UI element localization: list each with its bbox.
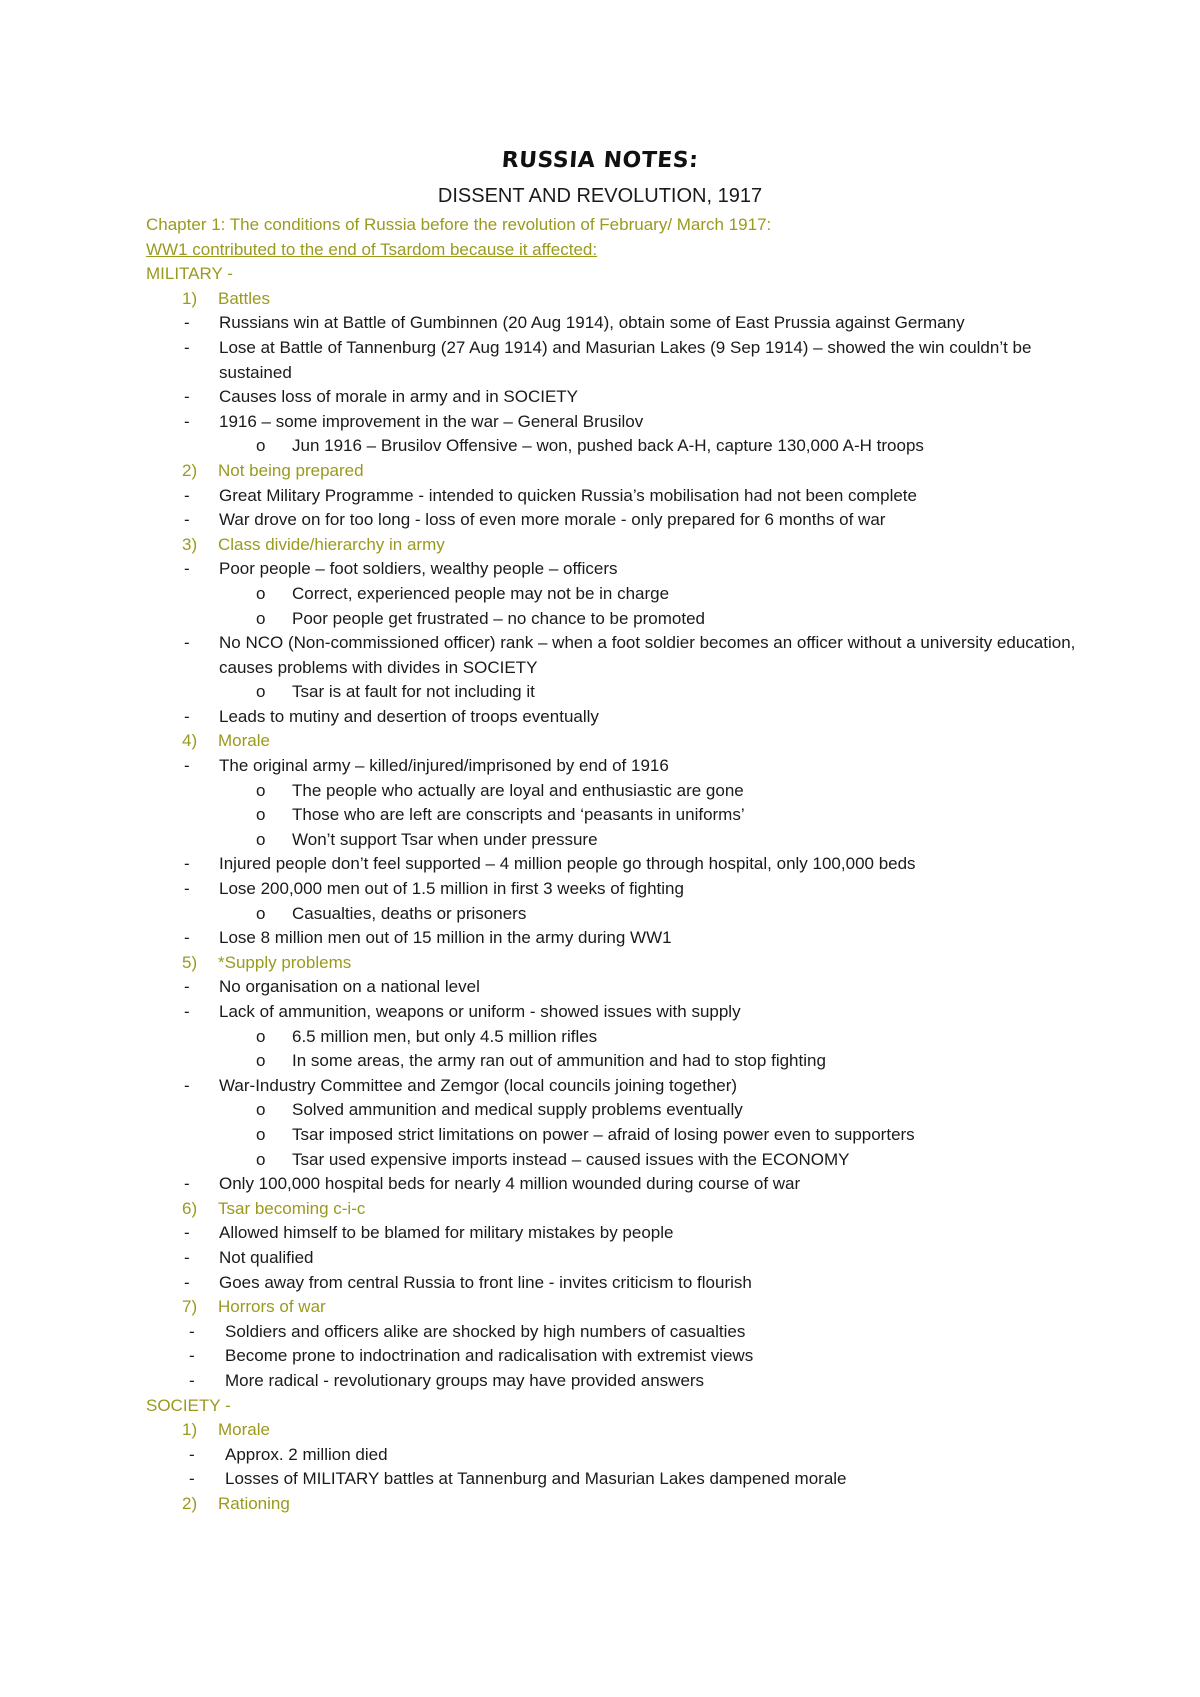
bullet-item xyxy=(146,926,1086,951)
bullet-item xyxy=(146,508,1086,533)
list-text: More radical - revolutionary groups may have provided answers xyxy=(225,1370,705,1390)
list-marker: - xyxy=(184,559,190,579)
bullet-item xyxy=(146,754,1086,779)
list-marker: - xyxy=(184,1272,190,1292)
list-text: In some areas, the army ran out of ammunition and had to stop fighting xyxy=(292,1051,826,1071)
list-marker: 7) xyxy=(182,1297,198,1317)
bullet-item xyxy=(146,1344,1086,1369)
list-text: Approx. 2 million died xyxy=(225,1444,388,1464)
list-marker: 3) xyxy=(182,534,198,554)
sub-bullet-item xyxy=(146,779,1086,804)
list-marker: - xyxy=(184,1002,190,1021)
section-heading: MILITARY - xyxy=(146,264,233,284)
sub-bullet-item xyxy=(146,1123,1086,1148)
list-marker: 5) xyxy=(182,952,198,972)
bullet-item xyxy=(146,1467,1086,1492)
list-marker: 1) xyxy=(182,1420,198,1440)
list-text: No NCO (Non-commissioned officer) rank – when a foot soldier becomes an officer without a university education, causes problems with divides in SOCIETY xyxy=(219,633,1076,677)
list-text: Casualties, deaths or prisoners xyxy=(292,903,527,923)
page-title: RUSSIA NOTES: xyxy=(500,148,700,173)
sub-bullet-item xyxy=(146,680,1086,705)
list-marker: o xyxy=(256,805,266,825)
bullet-item xyxy=(146,1271,1086,1296)
sub-bullet-item xyxy=(146,582,1086,607)
bullet-item xyxy=(146,385,1086,410)
list-marker: o xyxy=(256,1149,266,1169)
list-text: Tsar becoming c-i-c xyxy=(218,1198,366,1218)
list-text: Allowed himself to be blamed for military mistakes by people xyxy=(219,1223,674,1243)
page-subtitle: DISSENT AND REVOLUTION, 1917 xyxy=(437,185,763,207)
list-text: Lose 200,000 men out of 1.5 million in first 3 weeks of fighting xyxy=(219,879,684,899)
list-marker: o xyxy=(256,583,266,603)
list-marker: - xyxy=(189,1321,195,1341)
list-text: Morale xyxy=(218,731,270,751)
bullet-item xyxy=(146,1000,1086,1025)
list-text: Poor people get frustrated – no chance to be promoted xyxy=(292,608,705,628)
list-text: Great Military Programme - intended to quicken Russia’s mobilisation had not been complete xyxy=(219,485,917,505)
list-marker: - xyxy=(189,1469,195,1489)
sub-bullet-item xyxy=(146,828,1086,853)
list-text: Leads to mutiny and desertion of troops eventually xyxy=(219,706,599,726)
numbered-heading xyxy=(146,1197,1086,1222)
list-text: Won’t support Tsar when under pressure xyxy=(292,829,598,849)
sub-bullet-item xyxy=(146,434,1086,459)
bullet-item xyxy=(146,1369,1086,1394)
list-text: Only 100,000 hospital beds for nearly 4 million wounded during course of war xyxy=(219,1174,801,1194)
list-marker: - xyxy=(184,510,190,530)
list-marker: - xyxy=(184,387,190,407)
bullet-item xyxy=(146,1443,1086,1468)
numbered-heading xyxy=(146,729,1086,754)
list-marker: o xyxy=(256,1026,266,1046)
list-marker: - xyxy=(184,1247,190,1267)
list-text: The people who actually are loyal and enthusiastic are gone xyxy=(292,780,744,800)
list-marker: - xyxy=(184,337,190,357)
bullet-item xyxy=(146,410,1086,435)
bullet-item xyxy=(146,336,1086,385)
list-marker: 1) xyxy=(182,288,198,308)
list-text: Tsar is at fault for not including it xyxy=(292,682,535,702)
bullet-item xyxy=(146,1172,1086,1197)
list-marker: - xyxy=(189,1444,195,1464)
list-text: Not qualified xyxy=(219,1247,314,1267)
list-marker: - xyxy=(184,633,190,653)
list-text: Causes loss of morale in army and in SOCIETY xyxy=(219,387,579,407)
bullet-item xyxy=(146,1074,1086,1099)
bullet-item xyxy=(146,852,1086,877)
sub-bullet-item xyxy=(146,1098,1086,1123)
numbered-heading xyxy=(146,1295,1086,1320)
bullet-item xyxy=(146,557,1086,582)
list-text: Horrors of war xyxy=(218,1297,326,1317)
sub-bullet-item xyxy=(146,902,1086,927)
list-text: Tsar used expensive imports instead – caused issues with the ECONOMY xyxy=(292,1149,850,1169)
list-marker: - xyxy=(184,1174,190,1194)
list-text: Jun 1916 – Brusilov Offensive – won, pushed back A-H, capture 130,000 A-H troops xyxy=(292,436,924,456)
list-text: Solved ammunition and medical supply problems eventually xyxy=(292,1100,743,1120)
bullet-item xyxy=(146,877,1086,902)
list-marker: 4) xyxy=(182,731,198,751)
bullet-item xyxy=(146,1320,1086,1345)
list-marker: o xyxy=(256,1051,266,1071)
list-marker: - xyxy=(184,928,190,948)
bullet-item xyxy=(146,975,1086,1000)
list-marker: 6) xyxy=(182,1198,198,1218)
list-marker: 2) xyxy=(182,460,198,480)
list-text: Class divide/hierarchy in army xyxy=(218,534,445,554)
list-marker: - xyxy=(184,411,190,431)
list-marker: - xyxy=(184,854,190,874)
list-text: Not being prepared xyxy=(218,460,364,480)
section-heading: WW1 contributed to the end of Tsardom because it affected: xyxy=(146,239,598,259)
list-text: The original army – killed/injured/imprisoned by end of 1916 xyxy=(219,756,669,776)
sub-bullet-item xyxy=(146,803,1086,828)
section-heading: Chapter 1: The conditions of Russia before the revolution of February/ March 1917: xyxy=(146,215,772,234)
list-marker: o xyxy=(256,903,266,923)
list-marker: - xyxy=(184,706,190,726)
section-heading: SOCIETY - xyxy=(146,1395,231,1415)
list-text: Lose at Battle of Tannenburg (27 Aug 1914) and Masurian Lakes (9 Sep 1914) – showed the win couldn’t be sustained xyxy=(219,337,1032,382)
list-marker: o xyxy=(256,829,266,849)
list-text: Battles xyxy=(218,288,270,308)
list-marker: - xyxy=(184,1223,190,1243)
list-marker: - xyxy=(184,879,190,899)
list-marker: - xyxy=(184,1075,190,1095)
bullet-item xyxy=(146,705,1086,730)
list-text: Become prone to indoctrination and radicalisation with extremist views xyxy=(225,1346,754,1366)
numbered-heading xyxy=(146,1418,1086,1443)
numbered-heading xyxy=(146,951,1086,976)
list-text: War drove on for too long - loss of even more morale - only prepared for 6 months of war xyxy=(219,510,886,530)
list-marker: 2) xyxy=(182,1493,198,1513)
list-text: Tsar imposed strict limitations on power – afraid of losing power even to supporters xyxy=(292,1124,915,1144)
sub-bullet-item xyxy=(146,607,1086,632)
list-marker: - xyxy=(184,977,190,997)
sub-bullet-item xyxy=(146,1049,1086,1074)
list-text: 6.5 million men, but only 4.5 million rifles xyxy=(292,1026,598,1046)
numbered-heading xyxy=(146,459,1086,484)
notes-content xyxy=(146,213,1086,1516)
bullet-item xyxy=(146,484,1086,509)
list-text: Correct, experienced people may not be in charge xyxy=(292,583,670,603)
list-marker: o xyxy=(256,780,266,800)
list-text: War-Industry Committee and Zemgor (local councils joining together) xyxy=(219,1075,738,1095)
list-marker: o xyxy=(256,436,266,456)
list-text: Poor people – foot soldiers, wealthy people – officers xyxy=(219,559,618,579)
list-text: Russians win at Battle of Gumbinnen (20 Aug 1914), obtain some of East Prussia against Germany xyxy=(219,313,965,333)
bullet-item xyxy=(146,1221,1086,1246)
numbered-heading xyxy=(146,1492,1086,1517)
bullet-item xyxy=(146,631,1086,680)
list-marker: o xyxy=(256,1100,266,1120)
list-text: 1916 – some improvement in the war – General Brusilov xyxy=(219,411,644,431)
list-text: *Supply problems xyxy=(218,952,352,972)
list-marker: - xyxy=(184,756,190,776)
sub-bullet-item xyxy=(146,1025,1086,1050)
list-marker: - xyxy=(189,1346,195,1366)
list-text: Rationing xyxy=(218,1493,290,1513)
list-marker: o xyxy=(256,1124,266,1144)
list-text: Losses of MILITARY battles at Tannenburg and Masurian Lakes dampened morale xyxy=(225,1469,847,1489)
list-text: Morale xyxy=(218,1420,270,1440)
bullet-item xyxy=(146,1246,1086,1271)
numbered-heading xyxy=(146,287,1086,312)
list-text: Injured people don’t feel supported – 4 million people go through hospital, only 100,000 beds xyxy=(219,854,916,874)
list-text: Lack of ammunition, weapons or uniform - showed issues with supply xyxy=(219,1002,741,1021)
list-text: No organisation on a national level xyxy=(219,977,480,997)
numbered-heading xyxy=(146,533,1086,558)
list-marker: o xyxy=(256,682,266,702)
list-marker: o xyxy=(256,608,266,628)
sub-bullet-item xyxy=(146,1148,1086,1173)
list-marker: - xyxy=(184,313,190,333)
list-text: Soldiers and officers alike are shocked by high numbers of casualties xyxy=(225,1321,746,1341)
list-text: Lose 8 million men out of 15 million in the army during WW1 xyxy=(219,928,672,948)
list-text: Those who are left are conscripts and ‘peasants in uniforms’ xyxy=(292,805,745,825)
list-text: Goes away from central Russia to front line - invites criticism to flourish xyxy=(219,1272,752,1292)
bullet-item xyxy=(146,311,1086,336)
list-marker: - xyxy=(184,485,190,505)
list-marker: - xyxy=(189,1370,195,1390)
